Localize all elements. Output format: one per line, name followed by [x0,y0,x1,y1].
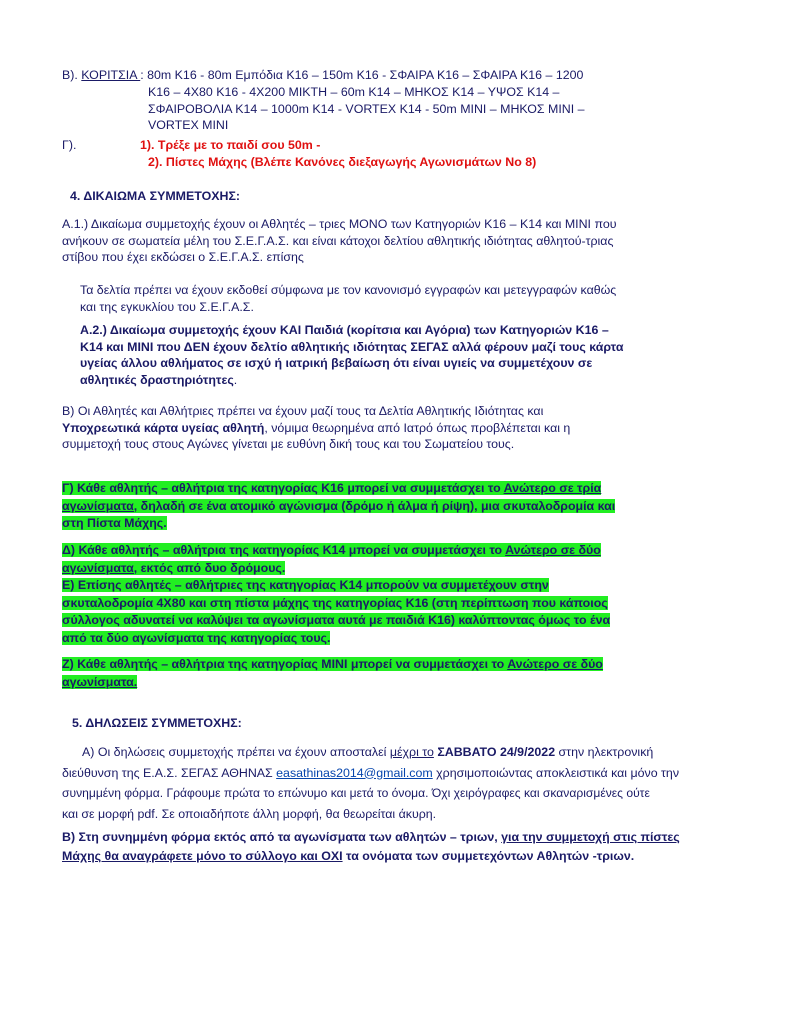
gamma-prefix: Γ). [62,138,77,152]
girls-colon: : [140,68,144,82]
gamma-item-run-with-child: 1). Τρέξε με το παιδί σου 50m - [140,138,321,152]
a2-end-period: . [233,372,238,387]
a-text: Α) Οι δηλώσεις συμμετοχής πρέπει να έχουν αποσταλεί [82,745,390,759]
b-underlined: για την συμμετοχή στις πίστες [501,830,680,844]
girls-events-line: K16 – 4X80 K16 - 4X200 ΜΙΚΤΗ – 60m K14 – ΜΗΚΟΣ Κ14 – ΥΨΟΣ Κ14 – [148,85,560,99]
rule-text: Γ) Κάθε αθλητής – αθλήτρια της κατηγορίας Κ16 μπορεί να συμμετάσχει το [62,481,504,495]
rule-z-mini-limit [62,656,746,691]
girls-events-continuation [148,84,748,134]
deadline-prefix: μέχρι το [389,745,434,759]
rule-text: δηλαδή σε ένα ατομικό αγώνισμα (δρόμο ή άλμα ή ρίψη), μια σκυταλοδρομία και [137,498,616,513]
section-4-a1-paragraph [62,216,746,266]
section-5-a-paragraph [62,744,746,822]
rule-text: από τα δύο αγωνίσματα της κατηγορίας τους. [62,630,331,645]
a2-line: Α.2.) Δικαίωμα συμμετοχής έχουν ΚΑΙ Παιδιά (κορίτσια και Αγόρια) των Κατηγοριών Κ16 – [80,323,609,337]
section-5-b-paragraph [62,828,752,866]
a2-line: αθλητικές δραστηριότητες [80,372,234,387]
section-4-b-paragraph [62,403,746,453]
b-line: Β) Οι Αθλητές και Αθλήτριες πρέπει να έχουν μαζί τους τα Δελτία Αθλητικής Ιδιότητας και [62,404,544,418]
b-text: τα ονόματα των συμμετεχόντων Αθλητών -τριων. [342,849,635,863]
rule-text: σκυταλοδρομία 4Χ80 και στη πίστα μάχης της κατηγορίας Κ16 (στη περίπτωση που κάποιος [62,595,608,610]
a-text: χρησιμοποιώντας αποκλειστικά και μόνο την [432,765,680,780]
b-line: συμμετοχή τους στους Αγώνες γίνεται με ευθύνη δική τους και του Σωματείου τους. [62,437,515,451]
a1-line: Α.1.) Δικαίωμα συμμετοχής έχουν οι Αθλητές – τριες ΜΟΝΟ των Κατηγοριών Κ16 – Κ14 και ΜΙΝΙ που [62,217,617,231]
email-link[interactable]: easathinas2014@gmail.com [276,765,433,780]
a-text: συνημμένη φόρμα. Γράφουμε πρώτα το επώνυμο και μετά το όνομα. Όχι χειρόγραφες και σκαναρισμένες ούτε [62,786,650,800]
gamma-item-battle-tracks: 2). Πίστες Μάχης (Βλέπε Κανόνες διεξαγωγής Αγωνισμάτων Νο 8) [148,155,537,169]
rule-underlined: Ανώτερο σε τρία [503,481,602,495]
girls-events-line: VORTEX MINI [148,118,229,132]
rule-g-k16-limit [62,480,746,533]
rule-underlined: αγωνίσματα. [62,674,138,689]
a1-line: ανήκουν σε σωματεία μέλη του Σ.Ε.Γ.Α.Σ. και είναι κάτοχοι δελτίου αθλητικής ιδιότητας αθλητού-τριας [62,233,614,248]
rule-underlined: αγωνίσματα, [62,498,138,513]
rule-underlined: Ανώτερο σε δύο [505,543,601,557]
cards-line: Τα δελτία πρέπει να έχουν εκδοθεί σύμφωνα με τον κανονισμό εγγραφών και μετεγγραφών καθώς [80,283,617,297]
rule-text: εκτός από δυο δρόμους. [137,560,286,575]
rule-underlined: αγωνίσματα, [62,560,138,575]
rule-e-k14-relay [62,577,746,647]
cards-line: και της εγκυκλίου του Σ.Ε.Γ.Α.Σ. [80,299,254,314]
girls-events-paragraph [62,67,742,84]
a-text: διεύθυνση της Ε.Α.Σ. ΣΕΓΑΣ ΑΘΗΝΑΣ [62,765,277,780]
girls-events-line: ΣΦΑΙΡΟΒΟΛΙΑ K14 – 1000m K14 - VORTEX K14 - 50m MINI – ΜΗΚΟΣ ΜΙΝΙ – [148,101,585,116]
rule-text: στη Πίστα Μάχης. [62,516,167,530]
a2-line: Κ14 και ΜΙΝΙ που ΔΕΝ έχουν δελτίο αθλητικής ιδιότητας ΣΕΓΑΣ αλλά φέρουν μαζί τους κάρτα [80,339,624,354]
section-prefix: Β). [62,68,78,82]
girls-events-line: 80m K16 - 80m Εμπόδια K16 – 150m K16 - ΣΦΑΙΡΑ Κ16 – ΣΦΑΙΡΑ Κ16 – 1200 [143,68,584,82]
girls-label: ΚΟΡΙΤΣΙΑ [81,68,141,82]
rule-text: Δ) Κάθε αθλητής – αθλήτρια της κατηγορίας Κ14 μπορεί να συμμετάσχει το [62,543,506,557]
section-4-cards-paragraph [80,282,746,315]
rule-d-k14-limit [62,542,746,577]
a-text: και σε μορφή pdf. Σε οποιαδήποτε άλλη μορφή, θα θεωρείται άκυρη. [62,806,437,821]
section-5-heading: 5. ΔΗΛΩΣΕΙΣ ΣΥΜΜΕΤΟΧΗΣ: [72,716,242,730]
rule-text: Ε) Επίσης αθλητές – αθλήτριες της κατηγορίας Κ14 μπορούν να συμμετέχουν στην [62,578,549,592]
b-line-rest: , νόμιμα θεωρημένα από Ιατρό όπως προβλέπεται και η [264,420,571,435]
deadline-date: ΣΑΒΒΑΤΟ 24/9/2022 [433,745,559,759]
section-4-a2-paragraph [80,322,746,388]
section-4-heading: 4. ΔΙΚΑΙΩΜΑ ΣΥΜΜΕΤΟΧΗΣ: [70,189,241,203]
a2-line: υγείας άλλου αθλήματος σε ισχύ ή ιατρική βεβαίωση ότι είναι υγιείς να συμμετέχουν σε [80,356,593,370]
a1-line: στίβου που έχει εκδώσει ο Σ.Ε.Γ.Α.Σ. επίσης [62,250,304,264]
a-text: στην ηλεκτρονική [558,745,654,759]
rule-text: σύλλογος αδυνατεί να καλύψει τα αγωνίσματα αυτά με παιδιά Κ16) καλύπτοντας όμως το ένα [62,613,611,627]
b-underlined: Μάχης θα αναγράφετε μόνο το σύλλογο και ΟΧΙ [62,849,343,863]
rule-underlined: Ανώτερο σε δύο [507,657,603,671]
b-text: Β) Στη συνημμένη φόρμα εκτός από τα αγωνίσματα των αθλητών – τριων, [62,830,502,844]
rule-text: Ζ) Κάθε αθλητής – αθλήτρια της κατηγορίας ΜΙΝΙ μπορεί να συμμετάσχει το [62,657,508,671]
health-card-required: Υποχρεωτικά κάρτα υγείας αθλητή [62,420,265,435]
